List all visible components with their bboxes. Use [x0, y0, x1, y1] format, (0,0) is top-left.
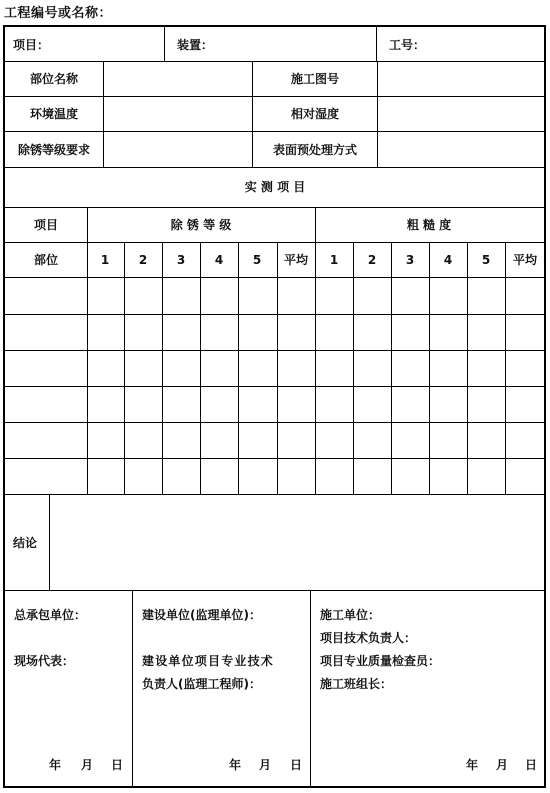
part-header: 部位 [33, 253, 59, 267]
quality-inspector-label: 项目专业质量检查员： [320, 654, 441, 668]
drawing-number-label: 施工图号 [290, 72, 340, 86]
derust-grade-header: 除 锈 等 级 [170, 218, 232, 232]
site-representative-label: 现场代表： [14, 654, 75, 668]
derust-requirement-label: 除锈等级要求 [17, 143, 91, 157]
form-heading: 工程编号或名称： [4, 6, 113, 21]
conclusion-label: 结论 [13, 536, 38, 550]
rough-col-2: 2 [367, 253, 377, 267]
derust-col-1: 1 [100, 253, 110, 267]
derust-col-3: 3 [176, 253, 186, 267]
relative-humidity-label: 相对湿度 [290, 107, 340, 121]
constructor-unit-label: 施工单位： [320, 608, 381, 622]
rough-col-3: 3 [405, 253, 415, 267]
derust-col-5: 5 [252, 253, 262, 267]
rough-col-4: 4 [443, 253, 453, 267]
roughness-header: 粗 糙 度 [406, 218, 452, 232]
project-label: 项目： [13, 38, 50, 52]
job-number-label: 工号： [389, 38, 426, 52]
team-leader-label: 施工班组长： [320, 677, 393, 691]
item-header: 项目 [33, 218, 59, 232]
surface-pretreatment-label: 表面预处理方式 [272, 143, 358, 157]
owner-unit-label: 建设单位(监理单位)： [142, 608, 261, 622]
derust-col-2: 2 [138, 253, 148, 267]
inspection-table [3, 25, 546, 788]
date-month-1: 月 [81, 758, 94, 772]
owner-technical-lead-label-line2: 负责人(监理工程师)： [142, 677, 261, 691]
environment-temperature-label: 环境温度 [29, 107, 79, 121]
date-year-2: 年 [229, 758, 242, 772]
date-month-3: 月 [496, 758, 509, 772]
date-month-2: 月 [259, 758, 272, 772]
date-day-1: 日 [111, 758, 124, 772]
derust-col-4: 4 [214, 253, 224, 267]
date-year-1: 年 [49, 758, 62, 772]
rough-col-1: 1 [329, 253, 339, 267]
owner-technical-lead-label-line1: 建设单位项目专业技术 [142, 654, 275, 668]
technical-lead-label: 项目技术负责人： [320, 631, 417, 645]
rough-col-average: 平均 [512, 253, 538, 267]
date-day-2: 日 [290, 758, 303, 772]
general-contractor-label: 总承包单位： [14, 608, 87, 622]
part-name-label: 部位名称 [29, 72, 79, 86]
rough-col-5: 5 [481, 253, 491, 267]
date-year-3: 年 [466, 758, 479, 772]
derust-col-average: 平均 [283, 253, 309, 267]
date-day-3: 日 [525, 758, 538, 772]
measured-items-title: 实 测 项 目 [244, 180, 306, 194]
device-label: 装置： [177, 38, 214, 52]
